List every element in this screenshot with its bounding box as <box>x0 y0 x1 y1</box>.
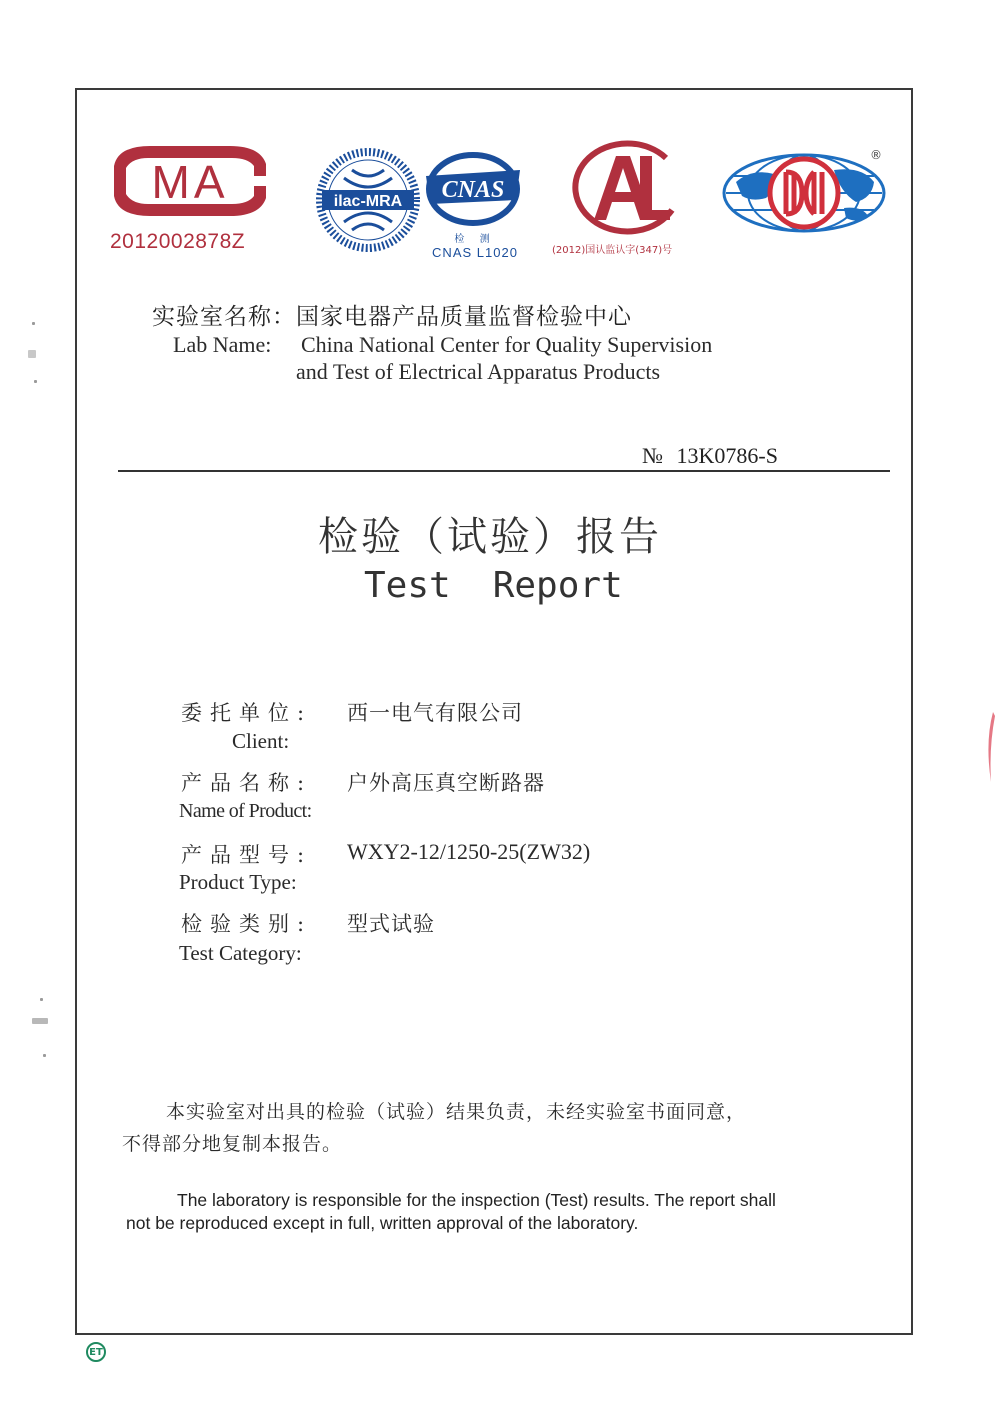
lab-name-cn-label: 实验室名称： <box>152 304 296 330</box>
field-test-category-label-en: Test Category: <box>179 941 302 965</box>
ilac-mra-globe-icon <box>316 148 420 252</box>
field-product-type-label-en: Product Type: <box>179 870 297 894</box>
scan-speck <box>32 322 35 325</box>
et-mark-icon: ET <box>86 1342 106 1362</box>
notice-cn-line1: 本实验室对出具的检验（试验）结果负责，未经实验室书面同意， <box>166 1101 747 1123</box>
svg-text:MA: MA <box>151 156 229 208</box>
report-title-en-word1: Test <box>364 565 451 606</box>
cma-mark-icon <box>110 140 270 220</box>
scan-speck <box>28 350 36 358</box>
field-product-name-label-en: Name of Product: <box>179 800 312 822</box>
field-product-name-label-cn: 产品名称: <box>181 771 313 795</box>
report-number <box>642 443 778 469</box>
number-symbol: № <box>642 443 663 468</box>
cnas-logo <box>420 150 530 260</box>
notice-en <box>126 1189 886 1235</box>
field-product-type-label-cn: 产品型号: <box>181 843 313 867</box>
cqc-globe-icon <box>722 152 887 234</box>
header-divider <box>118 470 890 472</box>
report-title-en <box>364 565 623 606</box>
field-product-type-value: WXY2-12/1250-25(ZW32) <box>347 839 591 864</box>
cal-mark-icon <box>548 140 708 235</box>
cma-logo <box>110 140 270 260</box>
cqc-logo <box>722 148 897 258</box>
svg-text:CNAS: CNAS <box>441 177 505 203</box>
notice-en-line2: not be reproduced except in full, written approval of the laboratory. <box>126 1213 639 1233</box>
ilac-mra-logo <box>316 148 420 252</box>
cnas-ring-icon <box>420 150 526 228</box>
field-client-label-en: Client: <box>232 729 290 753</box>
registered-mark: ® <box>870 148 882 162</box>
field-test-category-label-cn: 检验类别: <box>181 912 313 936</box>
lab-name-cn-value: 国家电器产品质量监督检验中心 <box>296 304 632 330</box>
field-test-category-value: 型式试验 <box>347 912 435 936</box>
notice-en-line1: The laboratory is responsible for the inspection (Test) results. The report shall <box>177 1190 776 1210</box>
scan-speck <box>43 1054 46 1057</box>
cal-number: (2012)国认监认字(347)号 <box>552 245 673 256</box>
scan-speck <box>34 380 37 383</box>
scan-speck <box>40 998 43 1001</box>
lab-name-cn <box>152 298 632 331</box>
cnas-number: CNAS L1020 <box>432 245 518 260</box>
notice-cn <box>122 1096 862 1160</box>
lab-name-en-line1: China National Center for Quality Supervision <box>301 332 713 357</box>
lab-name-en-label: Lab Name: <box>173 332 272 357</box>
report-number-value: 13K0786-S <box>676 443 778 468</box>
stamp-edge-fragment <box>983 712 997 782</box>
report-title-en-word2: Report <box>492 565 623 606</box>
cnas-subtitle: 检 测 <box>454 234 496 245</box>
lab-name-en-line2: and Test of Electrical Apparatus Products <box>296 359 661 384</box>
cma-number: 2012002878Z <box>110 230 246 253</box>
field-client-value: 西一电气有限公司 <box>347 701 523 725</box>
field-client-label-cn: 委托单位: <box>181 701 313 725</box>
notice-cn-line2: 不得部分地复制本报告。 <box>122 1133 343 1155</box>
report-title-cn: 检验（试验）报告 <box>318 514 662 560</box>
cal-logo <box>548 140 708 260</box>
svg-text:ilac-MRA: ilac-MRA <box>333 193 403 210</box>
field-product-name-value: 户外高压真空断路器 <box>347 771 545 795</box>
scan-speck <box>32 1018 48 1024</box>
